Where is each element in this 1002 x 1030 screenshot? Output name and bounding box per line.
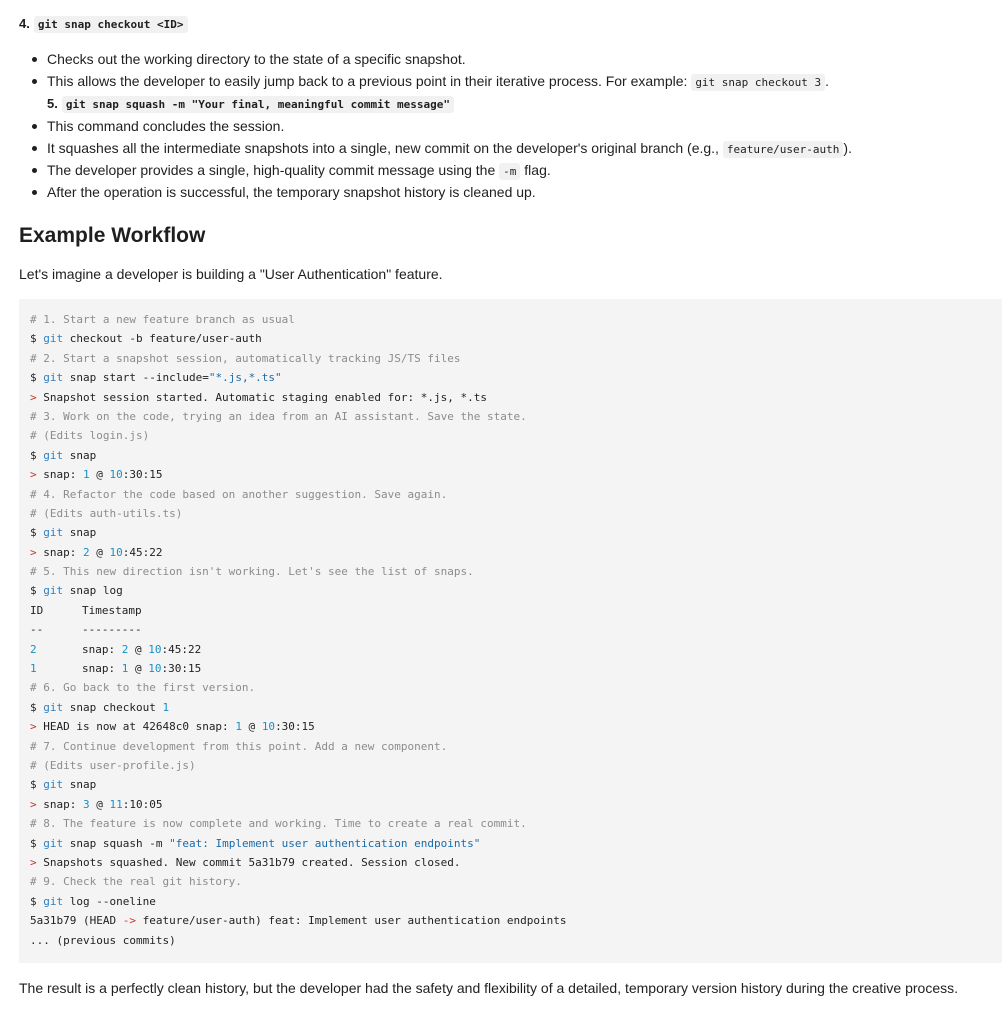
code-comment: # 6. Go back to the first version. <box>30 681 256 695</box>
list-item <box>0 137 852 159</box>
code-comment: # 2. Start a snapshot session, automatically tracking JS/TS files <box>30 351 461 365</box>
step-4-command: git snap checkout <ID> <box>34 16 188 33</box>
step-4-number: 4. <box>19 16 30 31</box>
code-comment: # (Edits login.js) <box>30 429 150 443</box>
code-line: $ git snap <box>30 778 97 792</box>
log-row: 1 snap: 1 @ 10:30:15 <box>30 662 202 676</box>
step-5-command: git snap squash -m "Your final, meaningful commit message" <box>62 96 454 113</box>
bullet-text: . <box>825 73 830 89</box>
code-output: > Snapshot session started. Automatic staging enabled for: *.js, *.ts <box>30 390 487 404</box>
inline-code: -m <box>499 163 520 180</box>
code-comment: # 7. Continue development from this point. Add a new component. <box>30 739 448 753</box>
log-row: 2 snap: 2 @ 10:45:22 <box>30 642 202 656</box>
code-line: $ git log --oneline <box>30 894 156 908</box>
list-item <box>0 48 829 70</box>
step-4-bullets <box>0 48 829 92</box>
bullet-text: This command concludes the session. <box>47 118 285 134</box>
code-output: > HEAD is now at 42648c0 snap: 1 @ 10:30:15 <box>30 720 315 734</box>
bullet-text: It squashes all the intermediate snapshots into a single, new commit on the developer's original branch (e.g., <box>47 140 723 156</box>
step-4-heading <box>19 15 188 34</box>
code-comment: # 9. Check the real git history. <box>30 875 242 889</box>
outro-paragraph: The result is a perfectly clean history, but the developer had the safety and flexibility of a detailed, temporary version history during the creative process. <box>19 980 959 996</box>
list-item <box>0 115 852 137</box>
inline-code: git snap checkout 3 <box>691 74 825 91</box>
code-comment: # 4. Refactor the code based on another suggestion. Save again. <box>30 487 448 501</box>
step-5-number: 5. <box>47 96 58 111</box>
list-item <box>0 70 829 92</box>
bullet-text: After the operation is successful, the temporary snapshot history is cleaned up. <box>47 184 536 200</box>
code-output: > snap: 2 @ 10:45:22 <box>30 545 163 559</box>
code-comment: # 3. Work on the code, trying an idea from an AI assistant. Save the state. <box>30 409 527 423</box>
log-separator-row: -- --------- <box>30 623 142 637</box>
intro-paragraph: Let's imagine a developer is building a "User Authentication" feature. <box>19 266 443 282</box>
code-comment: # (Edits user-profile.js) <box>30 758 196 772</box>
code-comment: # (Edits auth-utils.ts) <box>30 506 183 520</box>
list-item <box>0 159 852 181</box>
code-output: ... (previous commits) <box>30 933 176 947</box>
code-line: $ git snap squash -m "feat: Implement user authentication endpoints" <box>30 836 481 850</box>
code-comment: # 1. Start a new feature branch as usual <box>30 313 295 326</box>
step-5-bullets <box>0 115 852 203</box>
code-line: $ git snap <box>30 526 97 540</box>
section-title: Example Workflow <box>19 224 206 247</box>
code-line: $ git snap start --include="*.js,*.ts" <box>30 371 282 385</box>
code-comment: # 8. The feature is now complete and working. Time to create a real commit. <box>30 817 527 831</box>
list-item <box>0 181 852 203</box>
code-output: > Snapshots squashed. New commit 5a31b79 created. Session closed. <box>30 855 461 869</box>
bullet-text: This allows the developer to easily jump back to a previous point in their iterative process. For example: <box>47 73 692 89</box>
log-header-row: ID Timestamp <box>30 603 142 617</box>
code-block[interactable] <box>19 299 1002 963</box>
bullet-text: The developer provides a single, high-quality commit message using the <box>47 162 500 178</box>
code-comment: # 5. This new direction isn't working. Let's see the list of snaps. <box>30 565 474 579</box>
code-output: 5a31b79 (HEAD -> feature/user-auth) feat: Implement user authentication endpoints <box>30 914 567 928</box>
code-line: $ git snap checkout 1 <box>30 700 170 714</box>
bullet-text: Checks out the working directory to the state of a specific snapshot. <box>47 51 466 67</box>
code-line: $ git snap <box>30 448 97 462</box>
code-line: $ git checkout -b feature/user-auth <box>30 332 262 346</box>
bullet-text: flag. <box>520 162 551 178</box>
code-output: > snap: 1 @ 10:30:15 <box>30 468 163 482</box>
inline-code: feature/user-auth <box>723 141 844 158</box>
step-5-heading <box>47 95 454 114</box>
code-line: $ git snap log <box>30 584 123 598</box>
bullet-text: ). <box>843 140 852 156</box>
code-output: > snap: 3 @ 11:10:05 <box>30 797 163 811</box>
